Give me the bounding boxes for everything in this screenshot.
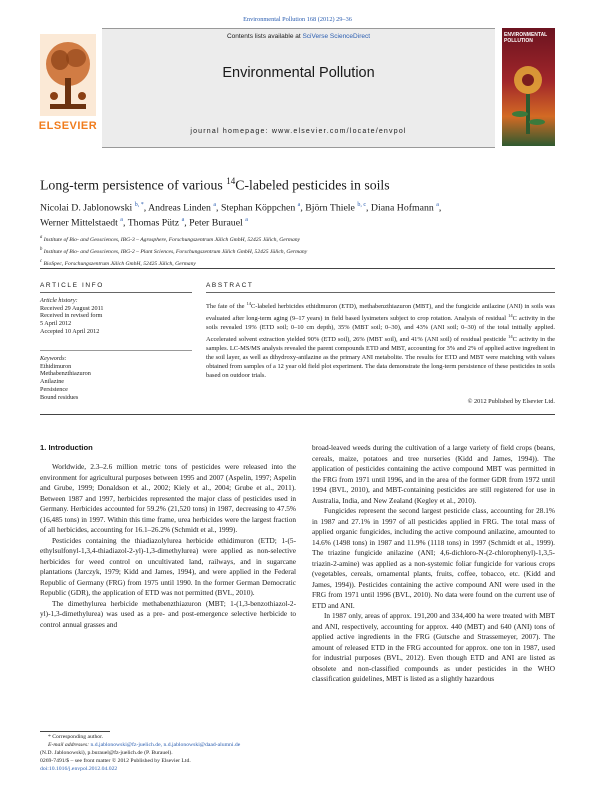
article-history bbox=[40, 297, 180, 336]
keyword: Bound residues bbox=[40, 393, 79, 401]
footnote bbox=[40, 733, 296, 757]
sciencedirect-link[interactable]: SciVerse ScienceDirect bbox=[302, 33, 371, 40]
email-label: E-mail addresses: bbox=[48, 742, 91, 748]
body-column-right bbox=[312, 443, 555, 685]
keywords-label: Keywords: bbox=[40, 355, 67, 362]
corresponding-author: * Corresponding author. bbox=[48, 734, 104, 740]
email-links[interactable]: n.d.jablonowski@fz-juelich.de, n.d.jablonowski@daad-alumni.de bbox=[90, 742, 241, 748]
front-matter bbox=[40, 757, 340, 773]
paragraph: broad-leaved weeds during the cultivation of a large variety of field crops (beans, cereals, maize, potatoes and tree nurseries (Kidd and James, 1994)). The application of pesticides containing the active compound MBT was permitted in the FRG from 1971 until 1996, and in the area of the former GDR from 1972 until 1994 (BVL, 2010), and MBT-containing pesticides are still registered for use in Australia, India, and New Zealand (Kegley et al., 2010). bbox=[312, 443, 555, 505]
journal-cover-image bbox=[502, 28, 555, 146]
author-sup[interactable]: a bbox=[297, 202, 301, 208]
author-sup[interactable]: a bbox=[245, 217, 248, 224]
footnote-divider bbox=[40, 731, 110, 732]
affiliation-sup: a bbox=[40, 235, 43, 240]
author: Björn Thiele bbox=[305, 202, 355, 214]
authors-line-2: Werner Mittelstaedt $^a$, Thomas Pütz $^a$, Peter Burauel $^a$ bbox=[40, 217, 248, 229]
authors-line-1: Nicolai D. Jablonowski $^{b, *}$, Andreas Linden $^a$, Stephan Köppchen $^a$, Björn Thiele $^{b, c}$, Diana Hofmann $^a$, bbox=[40, 202, 442, 214]
affiliation bbox=[40, 245, 555, 257]
author: Andreas Linden bbox=[148, 202, 211, 214]
author: Thomas Pütz bbox=[127, 217, 180, 229]
cover-title: ENVIRONMENTAL POLLUTION bbox=[504, 32, 548, 44]
history-label: Article history: bbox=[40, 297, 78, 304]
journal-header bbox=[40, 28, 555, 146]
affiliation-text: Institute of Bio- and Geosciences, IBG-3 – Agrosphere, Forschungszentrum Jülich GmbH, 52425 Jülich, Germany bbox=[43, 236, 301, 243]
divider bbox=[40, 350, 192, 351]
affiliation bbox=[40, 257, 555, 269]
abstract-segment: C activity in the soils revealed 19% (ETD soil; 0–10 cm depth), 35% (MBT soil; 0–30), and 43% (ANI soil; 0–30) of the total initially applied. Accelerated solvent extraction yielded 90% (ETD soil), 26% (MBT soil), and 41% (ANI soil) of residual pesticide bbox=[206, 315, 555, 344]
author-sup[interactable]: a bbox=[213, 202, 217, 208]
keyword: Methabenzthiazuron bbox=[40, 370, 91, 378]
history-entry: 5 April 2012 bbox=[40, 320, 72, 328]
paragraph: The dimethylurea herbicide methabenzthiazuron (MBT; 1-(1,3-benzothiazol-2-yl)-1,3-dimethylurea) was used as a pre- and post-emergence selective herbicide to control annual grasses and bbox=[40, 598, 296, 629]
abstract-segment: The fate of the bbox=[206, 303, 247, 311]
keyword: Ethidimuron bbox=[40, 362, 72, 370]
divider bbox=[206, 292, 555, 293]
divider bbox=[40, 414, 555, 415]
author: Diana Hofmann bbox=[370, 202, 434, 214]
author-list bbox=[40, 199, 555, 230]
author-sup[interactable]: a bbox=[120, 217, 123, 224]
journal-citation[interactable]: Environmental Pollution 168 (2012) 29–36 bbox=[243, 16, 352, 23]
doi-link[interactable]: doi:10.1016/j.envpol.2012.04.022 bbox=[40, 766, 118, 772]
affiliations bbox=[40, 233, 555, 269]
abstract-segment: C-labeled herbicides ethidimuron (ETD), methabenzthiazuron (MBT), and the fungicide anilazine (ANI) in soils was evaluated after long-term aging (9–17 years) in field based lysimeters subject to crop rotation. Analysis of residual bbox=[206, 303, 555, 323]
journal-homepage[interactable]: journal homepage: www.elsevier.com/locate/envpol bbox=[190, 128, 407, 135]
author: Peter Burauel bbox=[189, 217, 243, 229]
paragraph: Fungicides represent the second largest pesticide class, accounting for 28.1% in 1987 and 27.1% in 1997 of all pesticides applied in FRG. The total mass of applied organic fungicides, including the active compound anilazine, amounted to 14.6% (1498 tons) in 1987 and 11.9% (1118 tons) in 1997 (Schmidt et al., 1999). The triazine fungicide anilazine (ANI; 4,6-dichloro-N-(2-chlorophenyl)-1,3,5-triazin-2-amine) was applied as a non-systemic foliar fungicide for various crops (vegetables, cereals, ornamental plants, fruits, coffee, tobacco, etc. (Kidd and James, 1994)). Pesticides containing the active compound ANI were used in the FRG from 1971 until 1996 (BVL, 2010). No data were found on the current use of ETD and ANI. bbox=[312, 506, 555, 610]
issn-line: 0269-7491/$ – see front matter © 2012 Published by Elsevier Ltd. bbox=[40, 758, 191, 764]
section-heading-introduction: 1. Introduction bbox=[40, 443, 93, 452]
contents-prefix: Contents lists available at bbox=[226, 33, 303, 40]
title-pre: Long-term persistence of various bbox=[40, 177, 227, 193]
divider bbox=[40, 292, 192, 293]
author-sup[interactable]: a bbox=[181, 217, 185, 224]
abstract-copyright: © 2012 Published by Elsevier Ltd. bbox=[467, 398, 555, 405]
affiliation-sup: c bbox=[40, 258, 43, 264]
author: Nicolai D. Jablonowski bbox=[40, 202, 133, 214]
affiliation-sup: b bbox=[40, 246, 43, 252]
history-entry: Received 29 August 2011 bbox=[40, 304, 104, 312]
email-line bbox=[40, 741, 296, 749]
keyword: Persistence bbox=[40, 385, 68, 393]
abstract-sup: 14 bbox=[508, 333, 513, 339]
affiliation-text: Institute of Bio- and Geosciences, IBG-2 – Plant Sciences, Forschungszentrum Jülich GmbH, 52425 Jülich, Germany bbox=[43, 248, 308, 255]
title-post: C-labeled pesticides in soils bbox=[235, 177, 390, 193]
keyword: Anilazine bbox=[40, 378, 65, 386]
history-entry: Accepted 10 April 2012 bbox=[40, 327, 100, 335]
author-sup[interactable]: a bbox=[436, 202, 439, 208]
author: Werner Mittelstaedt bbox=[40, 217, 118, 229]
abstract-body bbox=[206, 300, 555, 381]
history-entry: Received in revised form bbox=[40, 312, 103, 320]
affiliation-text: BioSpec, Forschungszentrum Jülich GmbH, 52425 Jülich, Germany bbox=[43, 260, 196, 267]
divider bbox=[40, 268, 555, 269]
cover-flower-icon bbox=[508, 58, 549, 138]
affiliation bbox=[40, 233, 555, 245]
paragraph: In 1987 only, areas of approx. 191,200 and 334,400 ha were treated with MBT and ANI, respectively, accounting for approx. 440 (MBT) and 640 (ANI) tons of applied active ingredients in the FRG (Gutsche and Strassemeyer, 2007). The amount of released ETD in the FRG accounted for approx. one ton in 1987, used for industrial purposes (BVL, 2012). Even though ETD and ANI are listed as obsolete and non-classified compounds as under pesticides in the WHO classification guidelines, MBT is listed as a slightly hazardous bbox=[312, 611, 555, 683]
paragraph: Worldwide, 2.3–2.6 million metric tons of pesticides were released into the environment for agricultural purposes between 1995 and 2007 (Aspelin, 1997; Aspelin and Grube, 1999; Donaldson et al., 2002; Kiely et al., 2004; Grube et al., 2011). Between 1987 and 1997, herbicides represented the major class of pesticides used in Germany. Herbicides accounted for 59.2% (21,520 tons) in 1987, decreasing to 47.5% (16,485 tons) in 1997. Within this time frame, urea herbicides were the largest fraction of all herbicides, accounting for 16.1–26.2% (Schmidt et al., 1999). bbox=[40, 462, 296, 534]
body-column-left bbox=[40, 462, 296, 630]
publisher-name: ELSEVIER bbox=[38, 120, 98, 132]
article-title bbox=[40, 176, 555, 194]
title-sup: 14 bbox=[226, 176, 236, 186]
journal-banner bbox=[102, 28, 495, 148]
author-sup[interactable]: b, * bbox=[134, 202, 144, 208]
paragraph: Pesticides containing the thiadiazolylurea herbicide ethidimuron (ETD; 1-(5-ethylsulfonyl-1,3,4-thiadiazol-2-yl)-1,3-dimethylurea) were applied as non-selective herbicides for weed control on uncultivated land, railways, and in sugarcane plantations (Jarczyk, 1979; Kidd and James, 1994), and were applied in the Federal Republic of Germany (FRG) from 1975 until 1990. In the former German Democratic Republic (GDR), the application of ETD was not permitted (BVL, 2010). bbox=[40, 535, 296, 597]
abstract-segment: C activity in the samples. LC-MS/MS analysis revealed the parent compounds ETD and MBT, accounting for 3% and 2% of applied active ingredient in the soil layer, as well as dihydroxy-anilazine as the primary ANI metabolite. The results for ETD and MBT were matching with values obtained from samples of a 12 year old field plot experiment. The data demonstrate the long-term persistence of these pesticides in soils based on outdoor trials. bbox=[206, 336, 556, 379]
abstract-heading: ABSTRACT bbox=[206, 282, 254, 289]
contents-line bbox=[102, 33, 495, 40]
elsevier-tree-logo bbox=[40, 34, 96, 116]
abstract-sup: 14 bbox=[246, 301, 251, 306]
article-info-heading: ARTICLE INFO bbox=[40, 282, 104, 289]
author-sup[interactable]: b, c bbox=[357, 202, 366, 208]
keywords bbox=[40, 355, 180, 401]
author: Stephan Köppchen bbox=[220, 202, 296, 214]
email-names: (N.D. Jablonowski), p.burauel@fz-juelich.de (P. Burauel). bbox=[40, 750, 173, 756]
journal-title: Environmental Pollution bbox=[222, 65, 375, 81]
abstract-sup: 14 bbox=[508, 313, 513, 319]
